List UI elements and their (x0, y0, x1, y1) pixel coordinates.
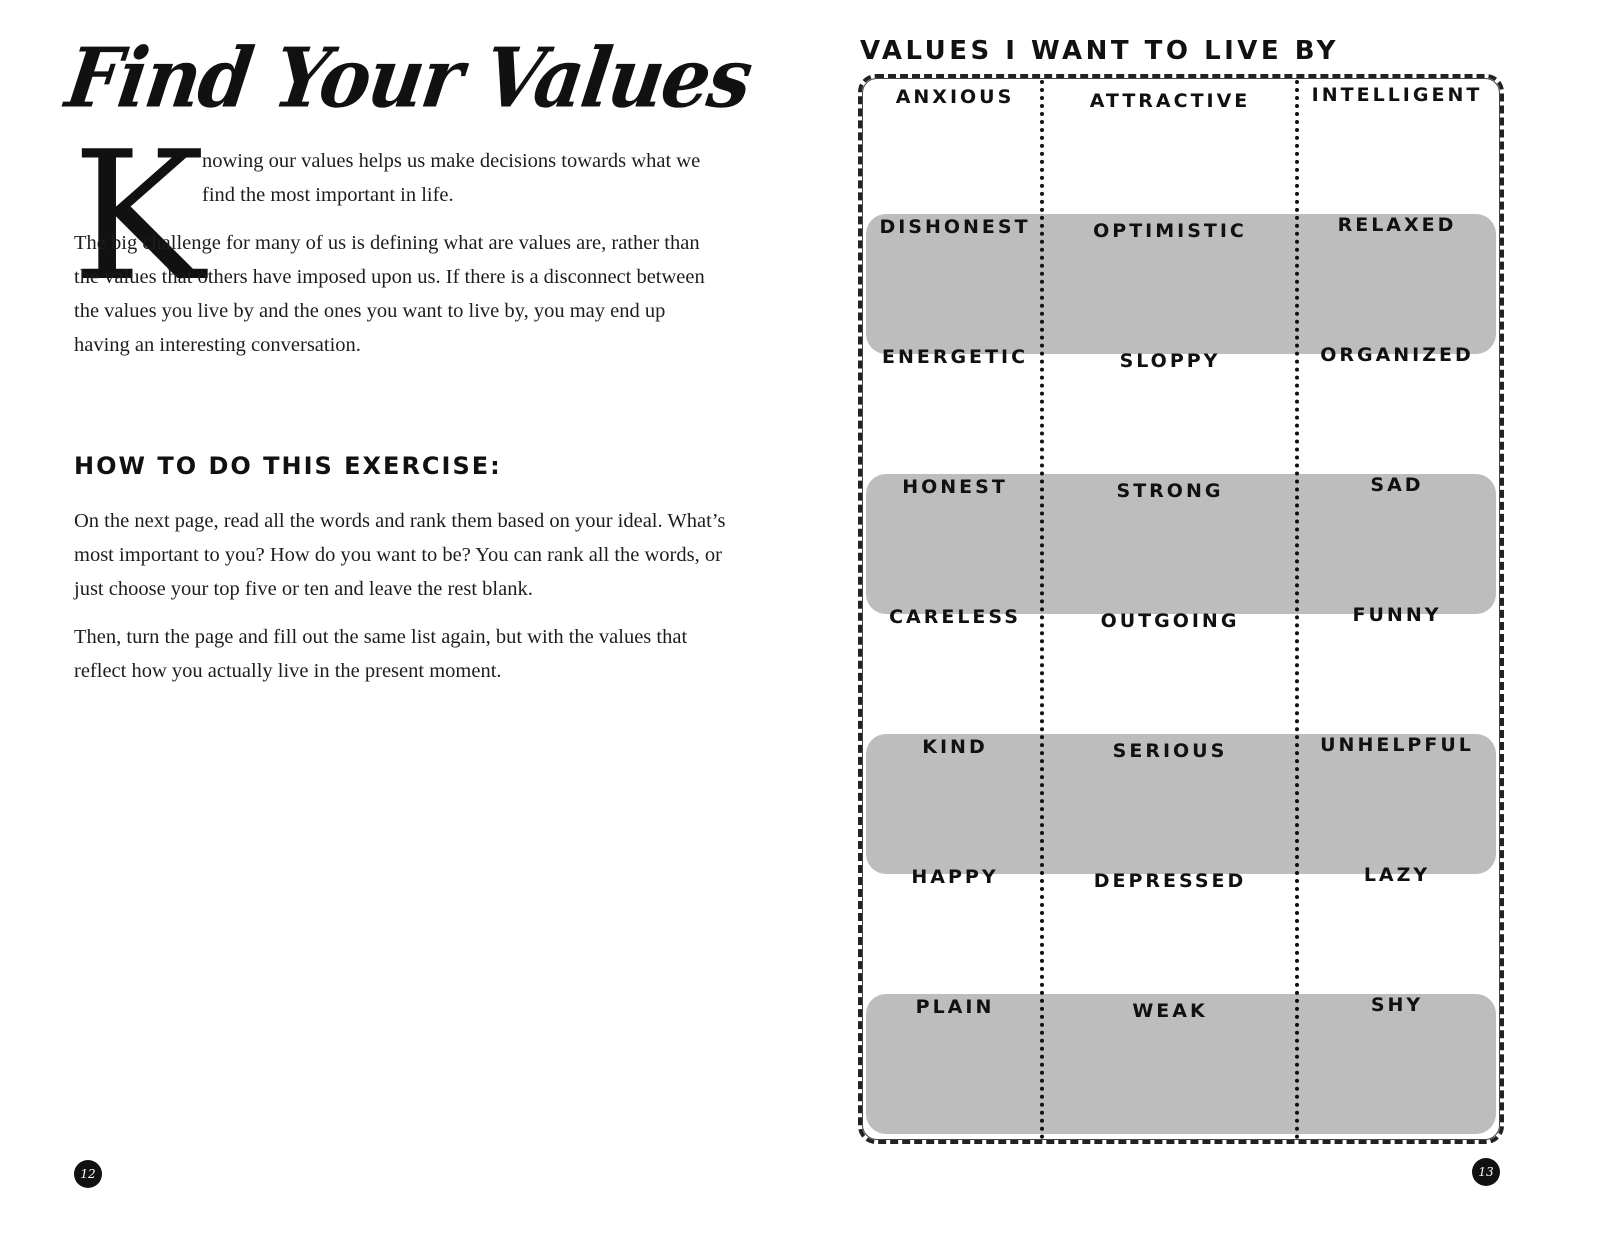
page-title: Find Your Values (60, 30, 757, 127)
intro-text (74, 144, 724, 362)
value-word: RELAXED (1337, 214, 1457, 236)
value-word: HONEST (902, 476, 1008, 498)
value-word: DISHONEST (879, 216, 1031, 238)
page-number-left: 12 (74, 1160, 102, 1188)
value-word: SHY (1370, 994, 1424, 1016)
intro-paragraph-2 (74, 226, 724, 362)
value-word: UNHELPFUL (1320, 734, 1474, 756)
page-number-right: 13 (1472, 1158, 1500, 1186)
value-word: HAPPY (911, 866, 999, 888)
value-word: ENERGETIC (881, 346, 1029, 368)
value-word: PLAIN (915, 996, 995, 1018)
value-word: DEPRESSED (1093, 870, 1247, 892)
value-word: OPTIMISTIC (1093, 220, 1247, 242)
instructions-paragraph-1: On the next page, read all the words and rank them based on your ideal. What’s most important to you? How do you want to be? You can rank all the words, or just choose your top five or ten and leave the rest blank. (74, 510, 726, 600)
value-word: STRONG (1116, 480, 1224, 502)
intro-paragraph-1: nowing our values helps us make decisions towards what we find the most important in life. (202, 150, 701, 206)
value-word: SLOPPY (1119, 350, 1221, 372)
right-page (800, 0, 1600, 1236)
value-word: INTELLIGENT (1311, 84, 1483, 106)
value-word: ATTRACTIVE (1089, 90, 1251, 112)
value-word: OUTGOING (1100, 610, 1240, 632)
drop-cap: K (72, 113, 205, 320)
instructions-paragraph-2: Then, turn the page and fill out the same list again, but with the values that reflect how you actually live in the present moment. (74, 626, 688, 682)
intro-paragraph-2-text: The big challenge for many of us is defining what are values are, rather than the values that others have imposed upon us. If there is a disconnect between the values you live by and the ones you want to live by, you may end up having an interesting conversation. (74, 232, 705, 356)
value-word: WEAK (1132, 1000, 1208, 1022)
exercise-instructions (74, 504, 734, 702)
value-word: FUNNY (1352, 604, 1442, 626)
value-word: SAD (1370, 474, 1424, 496)
values-heading: VALUES I WANT TO LIVE BY (860, 36, 1339, 66)
exercise-heading: HOW TO DO THIS EXERCISE: (74, 452, 502, 480)
value-word: ANXIOUS (895, 86, 1015, 108)
value-word: SERIOUS (1112, 740, 1228, 762)
value-word: CARELESS (889, 606, 1021, 628)
value-word: LAZY (1363, 864, 1431, 886)
value-word: KIND (922, 736, 988, 758)
value-word: ORGANIZED (1320, 344, 1474, 366)
